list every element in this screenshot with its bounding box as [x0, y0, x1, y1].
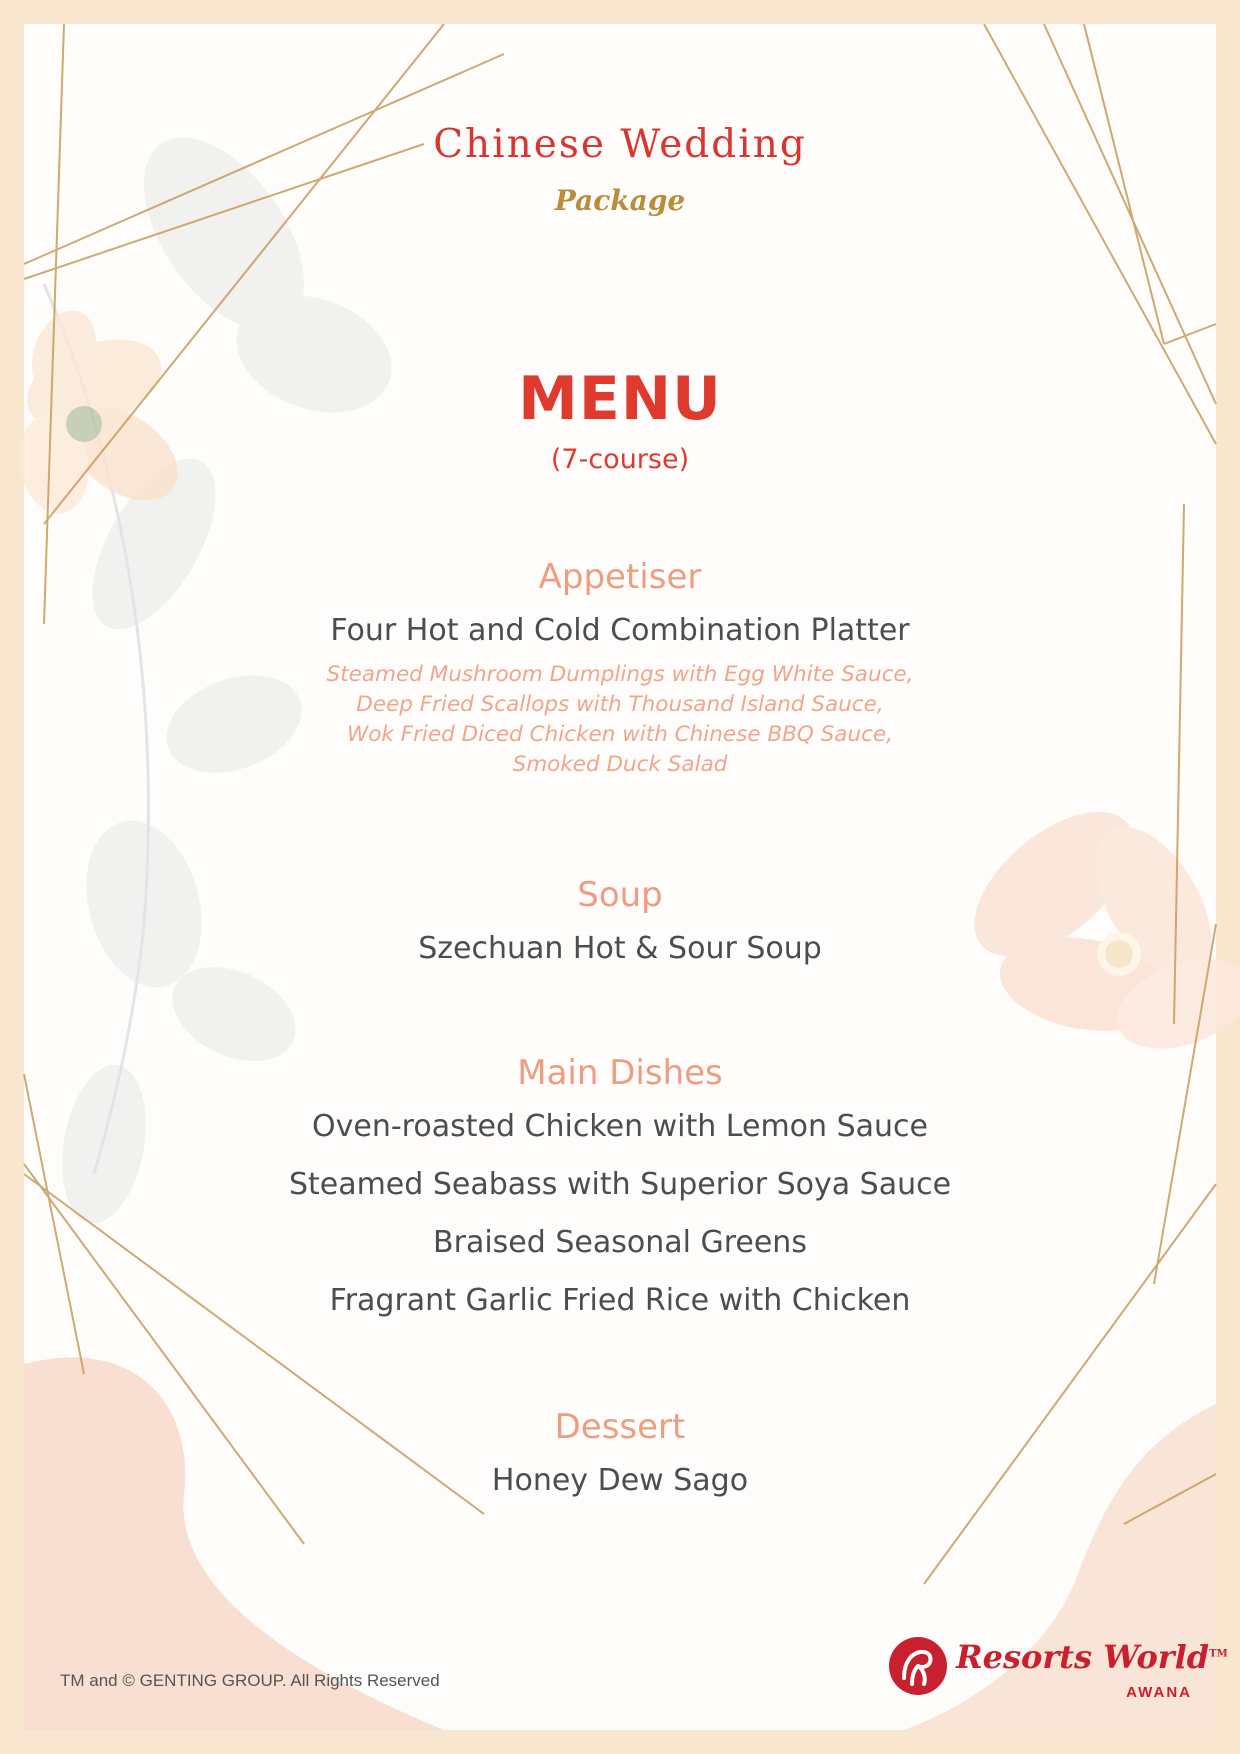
menu-heading: MENU [518, 364, 722, 434]
section-title: Dessert [554, 1407, 686, 1447]
description-line: Deep Fried Scallops with Thousand Island Sauce, [356, 692, 884, 717]
section-title: Soup [577, 875, 663, 915]
dish-item: Oven-roasted Chicken with Lemon Sauce [312, 1109, 928, 1144]
section-main-dishes [24, 1048, 1216, 1330]
section-dessert [24, 1402, 1216, 1510]
description-line: Steamed Mushroom Dumplings with Egg White Sauce, [326, 662, 914, 687]
description-line: Smoked Duck Salad [512, 752, 728, 777]
section-title: Appetiser [538, 557, 702, 597]
menu-card [24, 24, 1228, 1730]
package-subtitle: Package [554, 184, 686, 217]
resorts-world-awana-logo [886, 1634, 1228, 1714]
dish-item: Honey Dew Sago [491, 1463, 749, 1498]
copyright-notice: TM and © GENTING GROUP. All Rights Reserved [60, 1671, 440, 1690]
section-title: Main Dishes [517, 1053, 723, 1093]
dish-item: Braised Seasonal Greens [433, 1225, 807, 1260]
dish-description [24, 660, 1216, 780]
description-line: Wok Fried Diced Chicken with Chinese BBQ Sauce, [347, 722, 893, 747]
dish-item: Szechuan Hot & Sour Soup [418, 931, 822, 966]
package-title: Chinese Wedding [433, 122, 807, 167]
logo-subtitle: AWANA [1126, 1684, 1192, 1701]
dish-item: Steamed Seabass with Superior Soya Sauce [288, 1167, 952, 1202]
section-soup [24, 870, 1216, 978]
menu-course-count: (7-course) [550, 444, 690, 475]
dish-item: Four Hot and Cold Combination Platter [330, 613, 910, 648]
menu-content [24, 24, 1216, 1730]
dish-item: Fragrant Garlic Fried Rice with Chicken [329, 1283, 911, 1318]
section-appetiser [24, 552, 1216, 780]
resorts-world-emblem-icon [886, 1634, 950, 1698]
logo-wordmark: Resorts World™ [956, 1638, 1228, 1676]
